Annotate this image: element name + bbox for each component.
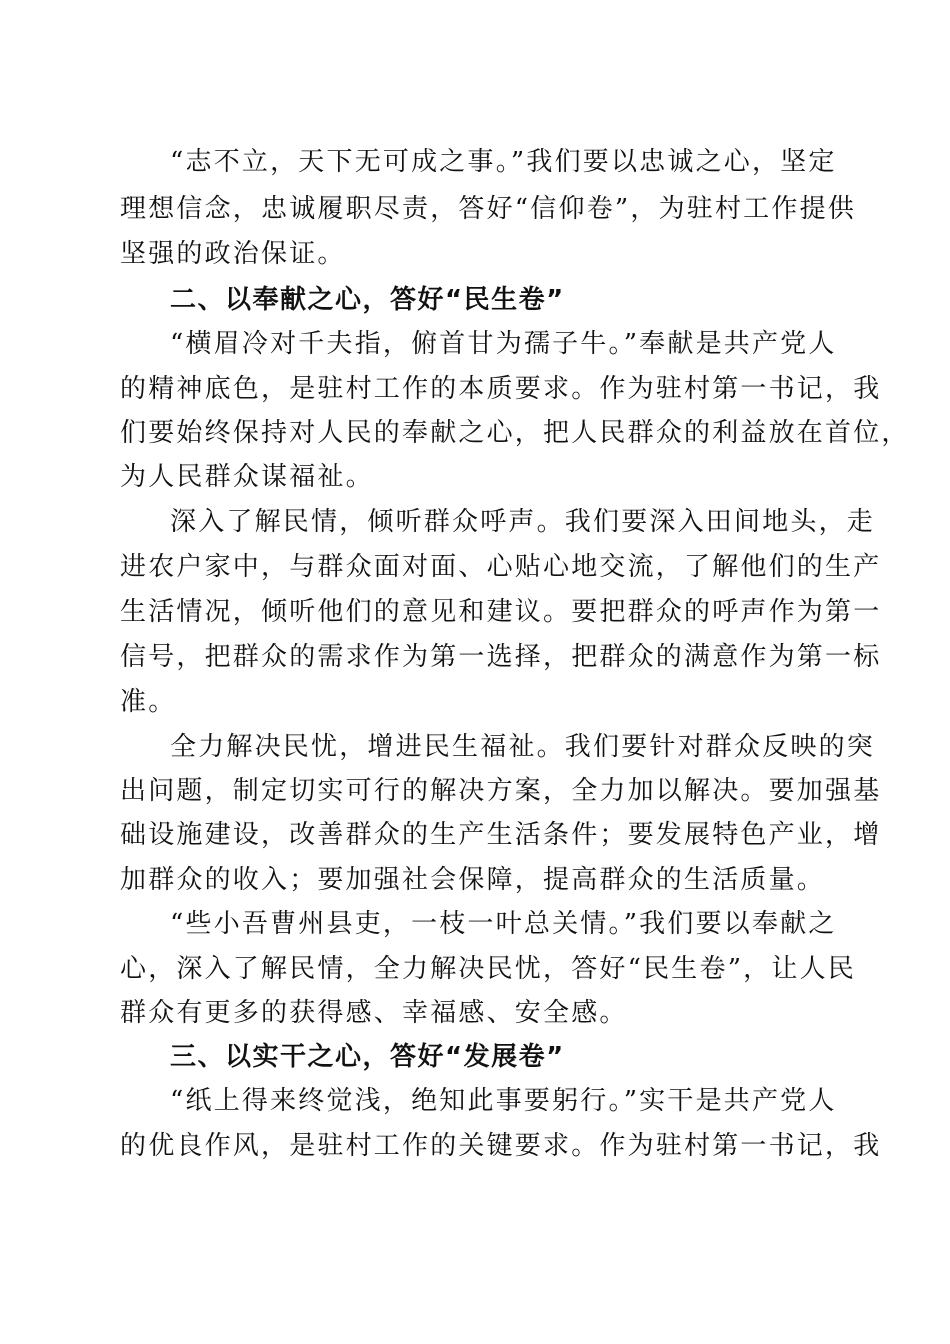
paragraph-4-line-1: 全力解决民忧，增进民生福祉。我们要针对群众反映的突 bbox=[170, 732, 876, 762]
paragraph-5-line-1: “些小吾曹州县吏，一枝一叶总关情。”我们要以奉献之 bbox=[170, 909, 837, 939]
paragraph-3-line-2: 进农户家中，与群众面对面、心贴心地交流，了解他们的生产 bbox=[120, 552, 882, 582]
paragraph-2-line-2: 的精神底色，是驻村工作的本质要求。作为驻村第一书记，我 bbox=[120, 374, 882, 404]
paragraph-7-line-1: “纸上得来终觉浅，绝知此事要躬行。”实干是共产党人 bbox=[170, 1086, 837, 1116]
paragraph-4-line-4: 加群众的收入；要加强社会保障，提高群众的生活质量。 bbox=[120, 865, 826, 895]
section-heading-3: 三、以实干之心，答好“发展卷” bbox=[170, 1042, 565, 1072]
paragraph-3-line-1: 深入了解民情，倾听群众呼声。我们要深入田间地头，走 bbox=[170, 507, 876, 537]
paragraph-2-line-1: “横眉冷对千夫指，俯首甘为孺子牛。”奉献是共产党人 bbox=[170, 329, 837, 359]
paragraph-7-line-2: 的优良作风，是驻村工作的关键要求。作为驻村第一书记，我 bbox=[120, 1131, 882, 1161]
paragraph-4-line-2: 出问题，制定切实可行的解决方案，全力加以解决。要加强基 bbox=[120, 776, 882, 806]
paragraph-2-line-4: 为人民群众谋福祉。 bbox=[120, 462, 374, 492]
paragraph-3-line-5: 准。 bbox=[120, 687, 177, 717]
paragraph-1-line-3: 坚强的政治保证。 bbox=[120, 239, 346, 269]
paragraph-4-line-3: 础设施建设，改善群众的生产生活条件；要发展特色产业，增 bbox=[120, 820, 882, 850]
paragraph-3-line-4: 信号，把群众的需求作为第一选择，把群众的满意作为第一标 bbox=[120, 642, 882, 672]
paragraph-1-line-1: “志不立，天下无可成之事。”我们要以忠诚之心，坚定 bbox=[170, 147, 837, 177]
paragraph-2-line-3: 们要始终保持对人民的奉献之心，把人民群众的利益放在首位， bbox=[120, 418, 910, 448]
paragraph-3-line-3: 生活情况，倾听他们的意见和建议。要把群众的呼声作为第一 bbox=[120, 597, 882, 627]
paragraph-5-line-3: 群众有更多的获得感、幸福感、安全感。 bbox=[120, 998, 628, 1028]
paragraph-5-line-2: 心，深入了解民情，全力解决民忧，答好“民生卷”，让人民 bbox=[120, 954, 856, 984]
section-heading-2: 二、以奉献之心，答好“民生卷” bbox=[170, 285, 565, 315]
paragraph-1-line-2: 理想信念，忠诚履职尽责，答好“信仰卷”，为驻村工作提供 bbox=[120, 194, 856, 224]
